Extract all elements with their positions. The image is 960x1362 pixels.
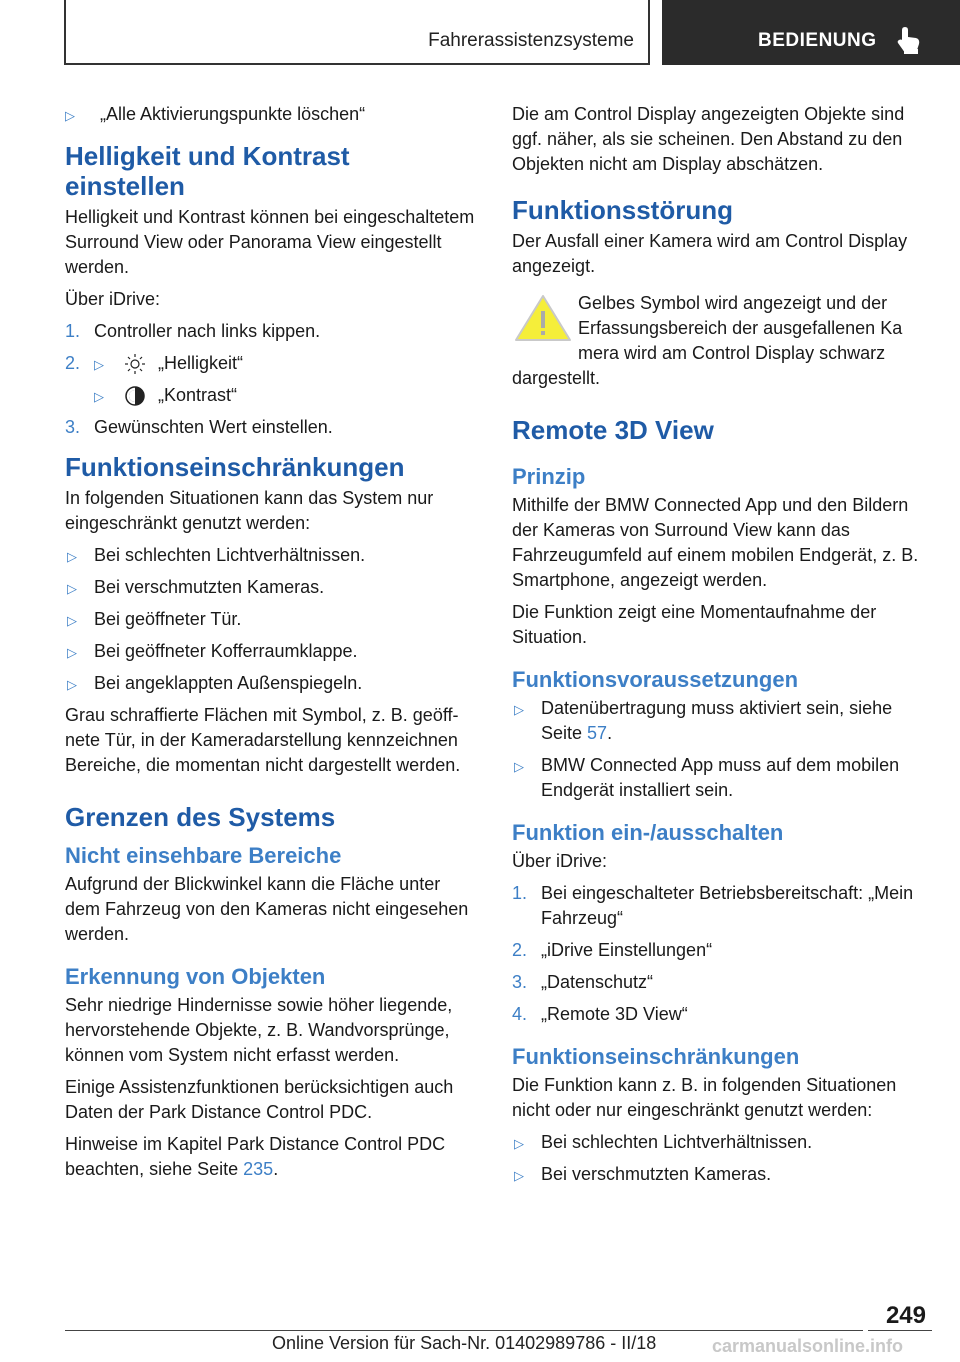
paragraph: Aufgrund der Blickwinkel kann die Fläche unter dem Fahrzeug von den Kameras nicht eingesehen werden. [65, 874, 469, 944]
heading-requirements: Funktionsvoraussetzungen [512, 667, 799, 692]
left-column [65, 102, 480, 1189]
bullet-triangle-icon: ▷ [67, 677, 77, 692]
paragraph: In folgenden Situationen kann das System nur eingeschränkt genutzt werden: [65, 488, 434, 533]
header-section-box [64, 0, 650, 65]
header-section-title: Fahrerassistenzsysteme [428, 30, 634, 51]
list-item: ▷ Bei verschmutzten Kameras. [512, 1162, 932, 1187]
paragraph: Mithilfe der BMW Connected App und den Bildern der Kameras von Surround View kann das Fahrzeugumfeld auf einem mobilen Endgerät, z. B. Smartphone, angezeigt werden. [512, 495, 919, 590]
list-item: ▷ Bei angeklappten Außenspiegeln. [65, 671, 480, 696]
heading-limits-remote: Funktionseinschränkungen [512, 1044, 800, 1069]
page-number: 249 [885, 1302, 926, 1329]
header-chapter-title: BEDIENUNG [758, 30, 877, 51]
watermark: carmanualsonline.info [712, 1336, 904, 1356]
list-item: ▷ BMW Connected App muss auf dem mobilen Endgerät installiert sein. [514, 755, 900, 800]
paragraph: Einige Assistenzfunktionen berücksichtigen auch Daten der Park Distance Control PDC. [65, 1077, 454, 1122]
list-item: 3. Gewünschten Wert einstellen. [65, 417, 333, 437]
heading-limits: Funktionseinschränkungen [65, 452, 405, 482]
list-item: ▷ Bei geöffneter Tür. [65, 607, 480, 632]
header-chapter-box [662, 0, 960, 65]
heading-on-off: Funktion ein-/ausschalten [512, 820, 784, 845]
brightness-icon [124, 353, 146, 375]
paragraph: Die am Control Display angezeigten Objekte sind ggf. näher, als sie scheinen. Den Abstand zu den Objekten nicht am Display abschätzen. [512, 104, 905, 174]
bullet-triangle-icon: ▷ [67, 645, 77, 660]
page-link-235[interactable]: 235 [243, 1159, 274, 1179]
paragraph: Grau schraffierte Flächen mit Symbol, z. B. geöffnete Tür, in der Kameradarstellung kennzeichnen Bereiche, die momentan nicht dargestellt werden. [65, 705, 461, 775]
bullet-triangle-icon: ▷ [514, 1168, 524, 1183]
paragraph: Über iDrive: [512, 851, 608, 871]
list-item: ▷ „Alle Aktivierungspunkte löschen“ [65, 102, 480, 127]
contrast-icon [124, 385, 146, 407]
bullet-triangle-icon: ▷ [67, 549, 77, 564]
warning-triangle-icon [514, 293, 572, 343]
list-item: 4. „Remote 3D View“ [512, 1004, 688, 1024]
pointing-hand-icon [896, 26, 922, 54]
bullet-triangle-icon: ▷ [94, 357, 104, 372]
footer-text: Online Version für Sach-Nr. 01402989786 - II/18 [272, 1333, 657, 1353]
list-item: 2. ▷ „Helligkeit“ [65, 351, 480, 376]
list-item: ▷ Bei schlechten Lichtverhältnissen. [65, 543, 480, 568]
list-item: 1. Controller nach links kippen. [65, 321, 321, 341]
paragraph: Über iDrive: [65, 289, 161, 309]
list-item: 1. Bei eingeschalteter Betriebsbereitschaft: „Mein Fahrzeug“ [512, 883, 914, 928]
paragraph: Die Funktion zeigt eine Momentaufnahme der Situation. [512, 602, 877, 647]
heading-brightness: Helligkeit und Kontrast einstellen [65, 141, 350, 201]
paragraph: Sehr niedrige Hindernisse sowie höher liegende, hervorstehende Objekte, z. B. Wandvorsprünge, können vom System nicht erfasst werden. [65, 995, 453, 1065]
heading-fault: Funktionsstörung [512, 195, 733, 225]
footer-divider [65, 1330, 863, 1331]
bullet-triangle-icon: ▷ [514, 702, 524, 717]
list-item: ▷ Bei schlechten Lichtverhältnissen. [512, 1130, 932, 1155]
bullet-triangle-icon: ▷ [514, 759, 524, 774]
heading-object-detection: Erkennung von Objekten [65, 964, 326, 989]
list-item: ▷ Datenübertragung muss aktiviert sein, siehe Seite 57. [514, 698, 893, 743]
paragraph: Die Funktion kann z. B. in folgenden Situationen nicht oder nur eingeschränkt genutzt werden: [512, 1075, 897, 1120]
list-item: ▷ Bei geöffneter Kofferraumklappe. [65, 639, 480, 664]
heading-remote-3d-view: Remote 3D View [512, 415, 714, 445]
warning-note: Gelbes Symbol wird angezeigt und der Erfassungsbereich der ausgefallenen Ka mera wird am Control Display schwarz dargestellt. [512, 293, 903, 388]
paragraph: Der Ausfall einer Kamera wird am Control Display angezeigt. [512, 231, 908, 276]
bullet-triangle-icon: ▷ [514, 1136, 524, 1151]
heading-principle: Prinzip [512, 464, 586, 489]
heading-system-limits: Grenzen des Systems [65, 802, 336, 832]
list-item: ▷ Bei verschmutzten Kameras. [65, 575, 480, 600]
bullet-triangle-icon: ▷ [65, 108, 75, 123]
list-item: 2. „iDrive Einstellungen“ [512, 940, 713, 960]
footer-divider [868, 1330, 932, 1331]
bullet-triangle-icon: ▷ [67, 613, 77, 628]
bullet-triangle-icon: ▷ [94, 389, 104, 404]
list-item: 3. „Datenschutz“ [512, 972, 654, 992]
heading-blind-areas: Nicht einsehbare Bereiche [65, 843, 342, 868]
bullet-triangle-icon: ▷ [67, 581, 77, 596]
right-column [512, 102, 932, 1194]
paragraph: Helligkeit und Kontrast können bei eingeschaltetem Surround View oder Panorama View eingestellt werden. [65, 207, 475, 277]
page-link-57[interactable]: 57 [587, 723, 608, 743]
list-item: ▷ „Kontrast“ [65, 383, 480, 408]
paragraph: Hinweise im Kapitel Park Distance Control PDC beachten, siehe Seite 235. [65, 1134, 446, 1179]
